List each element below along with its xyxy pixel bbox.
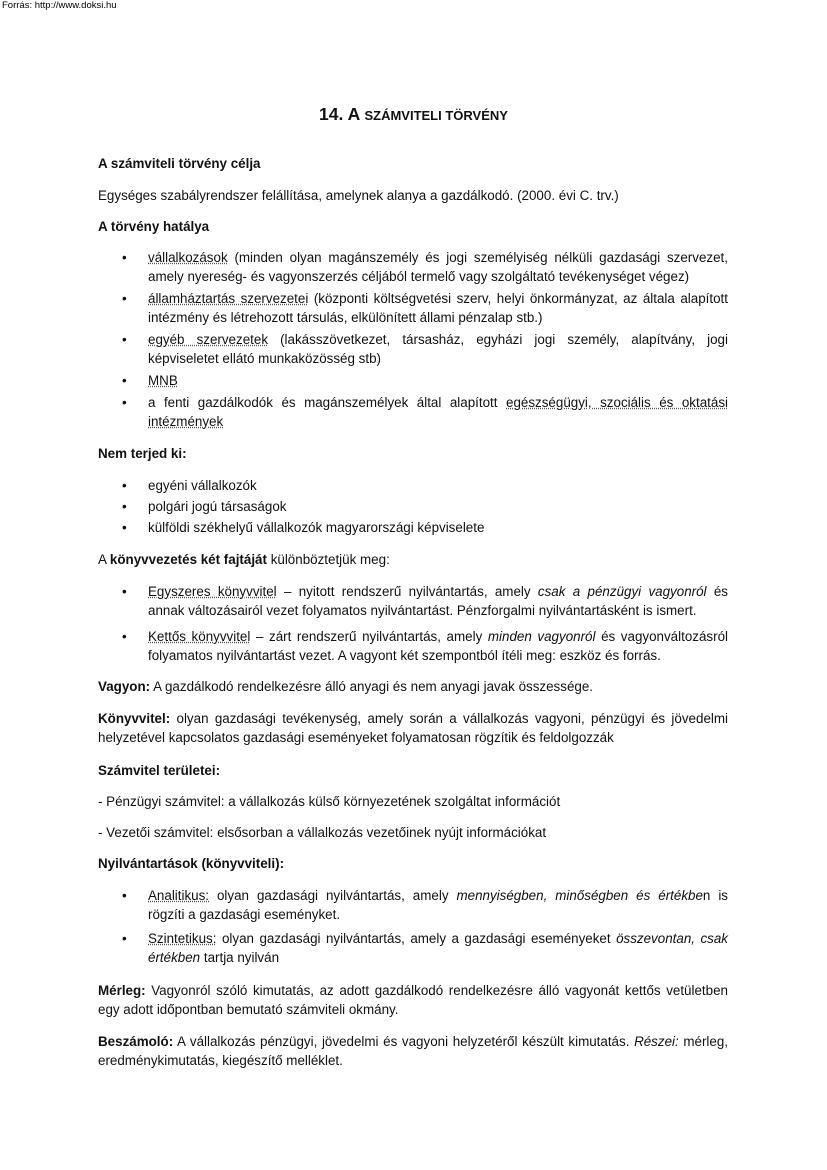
konyvvezetes-intro: A könyvvezetés két fajtáját különböztetjük meg: (98, 552, 390, 567)
beszamolo-def: Beszámoló: A vállalkozás pénzügyi, jövedelmi és vagyoni helyzetéről készült kimutatás. Részei: mérleg, eredménykimutatás, kiegészítő melléklet. (98, 1034, 729, 1068)
list-item: • egyéni vállalkozók (122, 478, 257, 493)
konyvvitel-def: Könyvvitel: olyan gazdasági tevékenység, amely során a vállalkozás vagyoni, pénzügyi és jövedelmi helyzetével kapcsolatos gazdasági eseményeket folyamatosan rögzítik és feldolgozzák (98, 711, 728, 745)
term: Egyszeres könyvvitel (148, 584, 277, 599)
bullet-icon: • (122, 395, 127, 410)
term: vállalkozások (148, 250, 228, 265)
list-item: • a fenti gazdálkodók és magánszemélyek által alapított egészségügyi, szociális és oktatási intézmények (122, 395, 728, 429)
vagyon-def: Vagyon: A gazdálkodó rendelkezésre álló anyagi és nem anyagi javak összessége. (98, 679, 594, 694)
bullet-icon: • (122, 888, 127, 903)
bullet-icon: • (122, 373, 127, 388)
heading-teruletei: Számvitel területei: (98, 763, 221, 778)
cel-text: Egységes szabályrendszer felállítása, amelynek alanya a gazdálkodó. (2000. évi C. trv.) (98, 188, 619, 203)
list-item: • Kettős könyvvitel – zárt rendszerű nyilvántartás, amely minden vagyonról és vagyonváltozásról folyamatos nyilvántartást vezet. A vagyont két szempontból ítéli meg: eszköz és forrás. (122, 629, 728, 663)
list-item: • egyéb szervezetek (lakásszövetkezet, társasház, egyházi jogi személy, alapítvány, jogi képviseletet ellátó munkaközösség stb) (122, 332, 728, 366)
term: MNB (148, 373, 178, 388)
title-rest: SZÁMVITELI TÖRVÉNY (364, 108, 508, 123)
nyilvantartasok-list (98, 886, 728, 967)
penzugyi-line: - Pénzügyi számvitel: a vállalkozás külső környezetének szolgáltat információt (98, 794, 561, 809)
list-item (98, 371, 728, 390)
bullet-icon: • (122, 629, 127, 644)
bullet-icon: • (122, 584, 127, 599)
list-item: • külföldi székhelyű vállalkozók magyarországi képviselete (122, 520, 485, 535)
konyvvezetes-list (98, 582, 728, 665)
title-number: 14. A (319, 104, 360, 124)
bullet-icon: • (122, 478, 127, 493)
term: Analitikus: (148, 888, 210, 903)
heading-nem-terjed: Nem terjed ki: (98, 446, 187, 461)
bullet-icon: • (122, 291, 127, 306)
page-title (0, 103, 827, 127)
term: egyéb szervezetek (148, 332, 269, 347)
term: Kettős könyvvitel (148, 629, 251, 644)
bullet-icon: • (122, 520, 127, 535)
bullet-icon: • (122, 931, 127, 946)
vezetoi-line: - Vezetői számvitel: elsősorban a vállalkozás vezetőinek nyújt információkat (98, 825, 547, 840)
bullet-icon: • (122, 250, 127, 265)
term: államháztartás szervezetei (148, 291, 309, 306)
nem-terjed-list (98, 476, 728, 537)
heading-cel: A számviteli törvény célja (98, 156, 261, 171)
hatalya-list (98, 248, 728, 431)
term: egészségügyi, szociális és oktatási intézmények (148, 395, 728, 429)
list-item: • Egyszeres könyvvitel – nyitott rendszerű nyilvántartás, amely csak a pénzügyi vagyonról és annak változásairól vezet folyamatos nyilvántartást. Pénzforgalmi nyilvántartásként is ismert. (122, 584, 728, 618)
merleg-def: Mérleg: Vagyonról szóló kimutatás, az adott gazdálkodó rendelkezésre álló vagyonát kettős vetületben egy adott időpontban bemutató számviteli okmány. (98, 983, 728, 1017)
bullet-icon: • (122, 499, 127, 514)
term: Szintetikus: (148, 931, 217, 946)
list-item: • polgári jogú társaságok (122, 499, 287, 514)
list-item: • vállalkozások (minden olyan magánszemély és jogi személyiség nélküli gazdasági szervezet, amely nyereség- és vagyonszerzés céljából termelő vagy szolgáltató tevékenységet végez) (122, 250, 728, 284)
list-item: • Szintetikus: olyan gazdasági nyilvántartás, amely a gazdasági eseményeket összevontan, csak értékben tartja nyilván (122, 931, 728, 965)
list-item: • államháztartás szervezetei (központi költségvetési szerv, helyi önkormányzat, az általa alapított intézmény és létrehozott társulás, elkülönített állami pénzalap stb.) (122, 291, 728, 325)
heading-hatalya: A törvény hatálya (98, 219, 210, 234)
bullet-icon: • (122, 332, 127, 347)
list-item: • Analitikus: olyan gazdasági nyilvántartás, amely mennyiségben, minőségben és értékben is rögzíti a gazdasági eseményket. (122, 888, 728, 922)
heading-nyilvantartasok: Nyilvántartások (könyvviteli): (98, 856, 285, 871)
source-line: Forrás: http://www.doksi.hu (2, 0, 117, 11)
